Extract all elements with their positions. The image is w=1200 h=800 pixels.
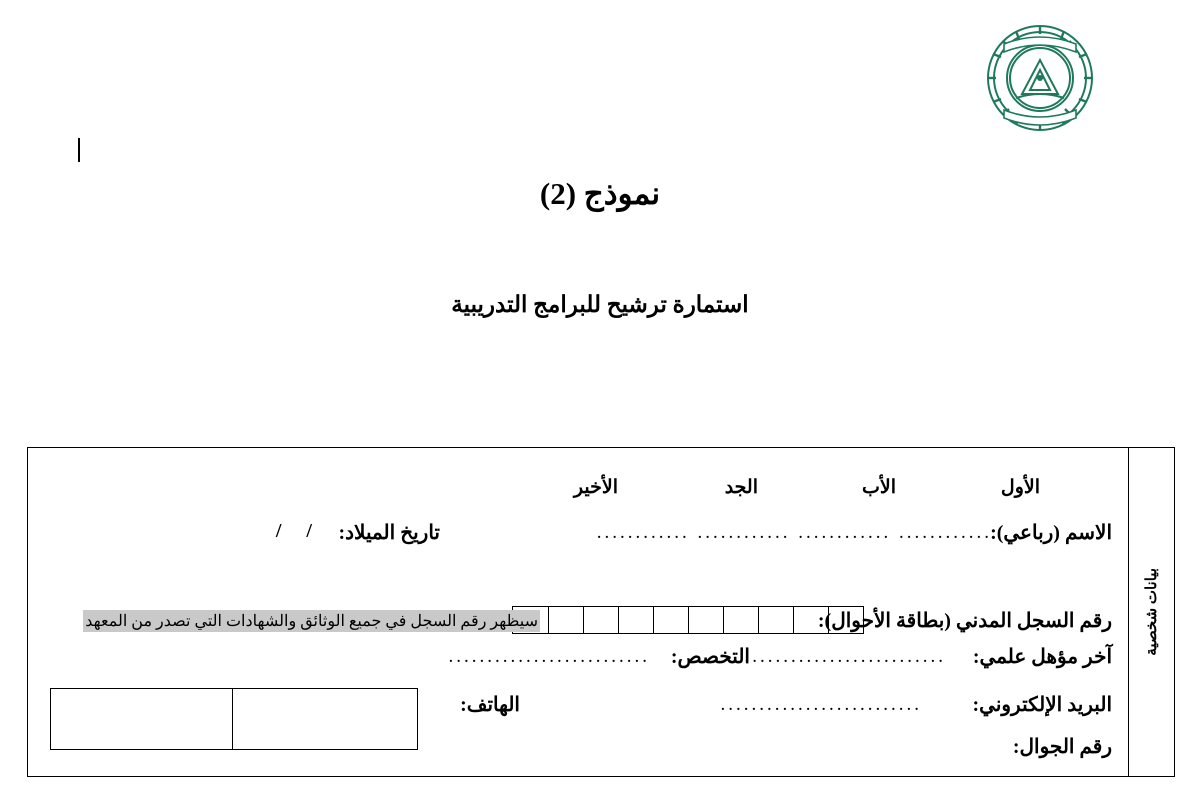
national-id-box[interactable] — [688, 607, 723, 633]
national-id-box[interactable] — [828, 607, 863, 633]
national-id-box[interactable] — [583, 607, 618, 633]
national-id-hint: سيظهر رقم السجل في جميع الوثائق والشهادات التي تصدر من المعهد — [83, 610, 540, 632]
table-side-label-text: بيانات شخصية — [1143, 568, 1160, 656]
mobile-label: رقم الجوال: — [1012, 736, 1112, 758]
name-header-father: الأب — [861, 477, 896, 498]
name-header-first: الأول — [1000, 477, 1040, 498]
name-field-label: الاسم (رباعي): — [990, 522, 1112, 544]
birthdate-field-input[interactable]: / / — [275, 520, 322, 542]
national-id-box[interactable] — [758, 607, 793, 633]
email-label: البريد الإلكتروني: — [972, 694, 1112, 716]
form-number: نموذج (2) — [539, 176, 661, 211]
national-id-box[interactable] — [548, 607, 583, 633]
qualification-input[interactable]: .......................... — [744, 646, 946, 667]
national-id-box[interactable] — [618, 607, 653, 633]
national-id-box[interactable] — [653, 607, 688, 633]
birthdate-field-label: تاريخ الميلاد: — [338, 522, 440, 544]
phone-box-cell-right[interactable] — [232, 689, 417, 749]
page-title: استمارة ترشيح للبرامج التدريبية — [451, 292, 749, 317]
name-column-headers — [448, 476, 1068, 500]
email-input[interactable]: .......................... — [720, 694, 922, 715]
national-id-box[interactable] — [723, 607, 758, 633]
table-side-label — [1128, 448, 1174, 776]
name-field-input[interactable]: ............ ............ ............ ............ — [596, 522, 992, 543]
national-id-label: رقم السجل المدني (بطاقة الأحوال): — [817, 610, 1112, 632]
table-fields — [28, 448, 1128, 776]
major-input[interactable]: .......................... — [448, 646, 650, 667]
major-label: التخصص: — [670, 646, 750, 668]
name-header-grand: الجد — [724, 477, 758, 498]
institute-emblem — [980, 18, 1100, 138]
national-id-boxes[interactable] — [512, 606, 864, 634]
national-id-box[interactable] — [793, 607, 828, 633]
text-cursor-mark — [78, 138, 80, 162]
phone-box-cell-left[interactable] — [51, 689, 232, 749]
row-qualification — [92, 644, 1112, 670]
name-header-last: الأخير — [573, 477, 618, 498]
phone-label: الهاتف: — [460, 694, 520, 716]
personal-data-table — [27, 447, 1175, 777]
row-national-id — [85, 606, 1112, 636]
phone-number-box[interactable] — [50, 688, 418, 750]
row-name — [92, 520, 1112, 546]
qualification-label: آخر مؤهل علمي: — [972, 646, 1112, 668]
